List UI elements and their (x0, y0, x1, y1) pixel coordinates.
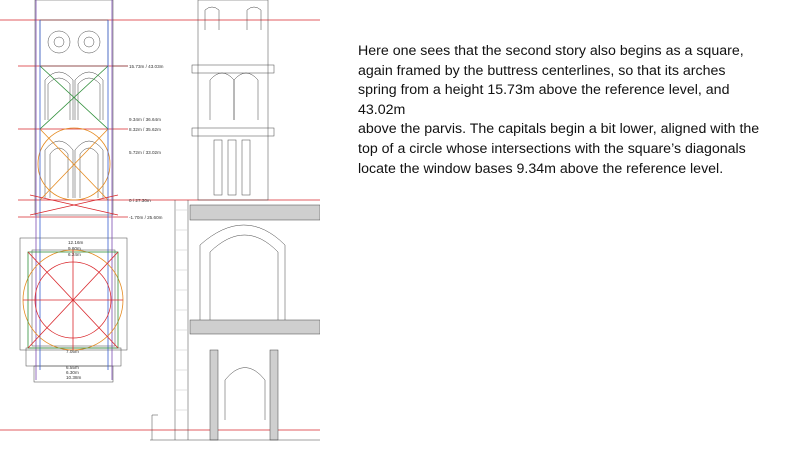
dim-label: 5.72m / 33.02m (129, 150, 161, 155)
dim-label: 6.55m (66, 365, 79, 370)
dim-label: 12.16m (68, 240, 84, 245)
architectural-elevation-drawing (0, 0, 320, 450)
dim-label: 0 / 27.30m (129, 198, 151, 203)
dim-label: 9.34m / 36.64m (129, 117, 161, 122)
dim-label: 8.32m / 35.62m (129, 127, 161, 132)
section-drawing (150, 0, 320, 440)
dim-label: 15.73m / 43.03m (129, 64, 164, 69)
dim-label: 10.38m (66, 375, 82, 380)
dim-label: 7.05m (66, 349, 79, 354)
section-hatching (176, 210, 187, 430)
dim-label: 9.60m (68, 246, 81, 251)
dim-label: 6.30m (66, 370, 79, 375)
dim-label: -1.70m / 25.60m (129, 215, 163, 220)
caption-text: Here one sees that the second story also begins as a square, again framed by the buttress centerlines, so that its arches spring from a height 15.73m above the reference level, and 43.02m above the parvis. The capitals begin a bit lower, aligned with the top of a circle whose intersections with the square’s diagonals locate the window bases 9.34m above the reference level. (358, 43, 760, 177)
dim-label: 6.24m (68, 252, 81, 257)
